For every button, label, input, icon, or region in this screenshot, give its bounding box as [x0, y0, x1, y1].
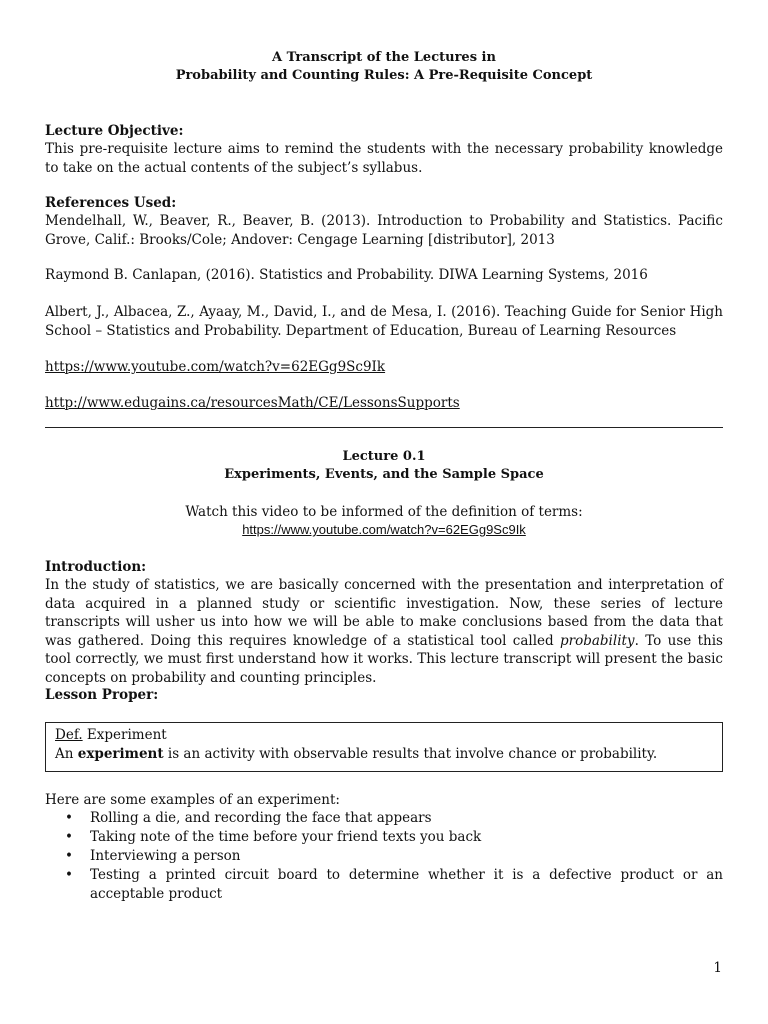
reference-item: Albert, J., Albacea, Z., Ayaay, M., David, I., and de Mesa, I. (2016). Teaching Guide for Senior High School – Statistics and Probability. Department of Education, Bureau of Learning Resources — [45, 304, 723, 339]
definition-title — [55, 726, 713, 745]
document-title-line1: A Transcript of the Lectures in — [272, 50, 496, 65]
list-item — [45, 847, 723, 866]
introduction-text — [45, 576, 723, 687]
definition-text-start: An — [55, 746, 78, 762]
reference-link-edugains[interactable]: http://www.edugains.ca/resourcesMath/CE/LessonsSupports — [45, 395, 460, 411]
lesson-heading: Lesson Proper: — [45, 687, 159, 703]
definition-term-title: Experiment — [82, 727, 167, 743]
examples-list — [45, 809, 723, 904]
section-divider — [45, 427, 723, 428]
bullet-icon: • — [65, 867, 73, 883]
introduction-text-end: . To use this tool correctly, we must first understand how it works. This lecture transcript will present the basic concepts on probability and counting principles. — [45, 632, 723, 686]
list-item — [45, 809, 723, 828]
introduction-text-start: In the study of statistics, we are basically concerned with the presentation and interpretation of data acquired in a planned study or scientific investigation. Now, these series of lecture transcripts will usher us into how we will be able to make conclusions based from the data that was gathered. Doing this requires knowledge of a statistical tool called — [45, 577, 723, 649]
video-prompt: Watch this video to be informed of the definition of terms: — [185, 504, 583, 520]
definition-term: experiment — [77, 746, 164, 762]
lecture-title: Experiments, Events, and the Sample Space — [224, 467, 544, 482]
list-item-text: Taking note of the time before your friend texts you back — [90, 829, 482, 845]
document-title-line2: Probability and Counting Rules: A Pre-Requisite Concept — [175, 68, 593, 83]
lecture-number: Lecture 0.1 — [342, 449, 426, 464]
introduction-heading: Introduction: — [45, 559, 147, 575]
list-item-text: Interviewing a person — [90, 848, 241, 864]
page-number: 1 — [713, 960, 722, 976]
examples-intro: Here are some examples of an experiment: — [45, 792, 340, 808]
reference-link-youtube[interactable]: https://www.youtube.com/watch?v=62EGg9Sc9Ik — [45, 359, 386, 375]
video-link-wrapper — [45, 521, 723, 540]
bullet-icon: • — [65, 810, 73, 826]
objective-heading: Lecture Objective: — [45, 123, 184, 139]
list-item — [45, 828, 723, 847]
objective-text: This pre-requisite lecture aims to remind the students with the necessary probability knowledge to take on the actual contents of the subject’s syllabus. — [45, 141, 723, 176]
definition-box — [45, 722, 723, 772]
list-item — [45, 866, 723, 904]
list-item-text: Testing a printed circuit board to determine whether it is a defective product or an acceptable product — [90, 867, 723, 902]
probability-term: probability — [560, 632, 635, 649]
reference-item: Raymond B. Canlapan, (2016). Statistics and Probability. DIWA Learning Systems, 2016 — [45, 267, 648, 283]
list-item-text: Rolling a die, and recording the face that appears — [90, 810, 432, 826]
bullet-icon: • — [65, 848, 73, 864]
reference-item: Mendelhall, W., Beaver, R., Beaver, B. (2013). Introduction to Probability and Statistics. Pacific Grove, Calif.: Brooks/Cole; Andover: Cengage Learning [distributor], 2013 — [45, 213, 723, 248]
references-heading: References Used: — [45, 195, 177, 211]
definition-text-end: is an activity with observable results that involve chance or probability. — [163, 746, 658, 762]
video-link[interactable]: https://www.youtube.com/watch?v=62EGg9Sc9Ik — [242, 522, 526, 537]
definition-label: Def. — [55, 727, 83, 743]
definition-text — [55, 745, 713, 764]
bullet-icon: • — [65, 829, 73, 845]
